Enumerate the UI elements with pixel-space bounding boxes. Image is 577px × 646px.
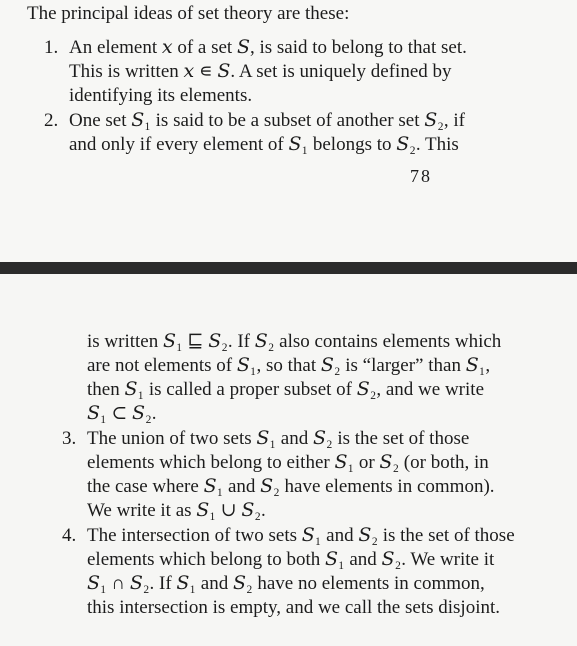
item-number: 2. bbox=[44, 110, 59, 131]
top-page bbox=[0, 0, 577, 262]
continuation-line-1: is written 𝑆₁ ⊑ 𝑆₂. If 𝑆₂ also contains elements which bbox=[87, 331, 502, 352]
item-4-line-2: elements which belong to both 𝑆₁ and 𝑆₂. We write it bbox=[87, 549, 495, 570]
continuation-line-3: then 𝑆₁ is called a proper subset of 𝑆₂, and we write bbox=[87, 379, 484, 400]
item-3-line-2: elements which belong to either 𝑆₁ or 𝑆₂ (or both, in bbox=[87, 452, 489, 473]
bottom-page bbox=[0, 274, 577, 646]
intro-line: The principal ideas of set theory are these: bbox=[27, 3, 350, 24]
item-4-line-4: this intersection is empty, and we call the sets disjoint. bbox=[87, 597, 500, 618]
item-1-line-1: An element 𝑥 of a set 𝑆, is said to belong to that set. bbox=[69, 37, 467, 58]
item-3-line-4: We write it as 𝑆₁ ∪ 𝑆₂. bbox=[87, 500, 266, 521]
item-4-line-3: 𝑆₁ ∩ 𝑆₂. If 𝑆₁ and 𝑆₂ have no elements in common, bbox=[87, 573, 485, 594]
item-1-line-2: This is written 𝑥 ∊ 𝑆. A set is uniquely defined by bbox=[69, 61, 452, 82]
continuation-line-2: are not elements of 𝑆₁, so that 𝑆₂ is “larger” than 𝑆₁, bbox=[87, 355, 491, 376]
continuation-line-4: 𝑆₁ ⊂ 𝑆₂. bbox=[87, 403, 157, 424]
item-1-line-3: identifying its elements. bbox=[69, 85, 253, 106]
item-number: 1. bbox=[44, 37, 59, 58]
item-number: 4. bbox=[62, 525, 77, 546]
item-number: 3. bbox=[62, 428, 77, 449]
item-4-line-1: The intersection of two sets 𝑆₁ and 𝑆₂ is the set of those bbox=[87, 525, 515, 546]
item-3-line-3: the case where 𝑆₁ and 𝑆₂ have elements in common). bbox=[87, 476, 495, 497]
item-2-line-2: and only if every element of 𝑆₁ belongs to 𝑆₂. This bbox=[69, 134, 459, 155]
item-2-line-1: One set 𝑆₁ is said to be a subset of another set 𝑆₂, if bbox=[69, 110, 465, 131]
page-number: 78 bbox=[410, 166, 432, 186]
item-3-line-1: The union of two sets 𝑆₁ and 𝑆₂ is the set of those bbox=[87, 428, 470, 449]
page-divider bbox=[0, 262, 577, 274]
